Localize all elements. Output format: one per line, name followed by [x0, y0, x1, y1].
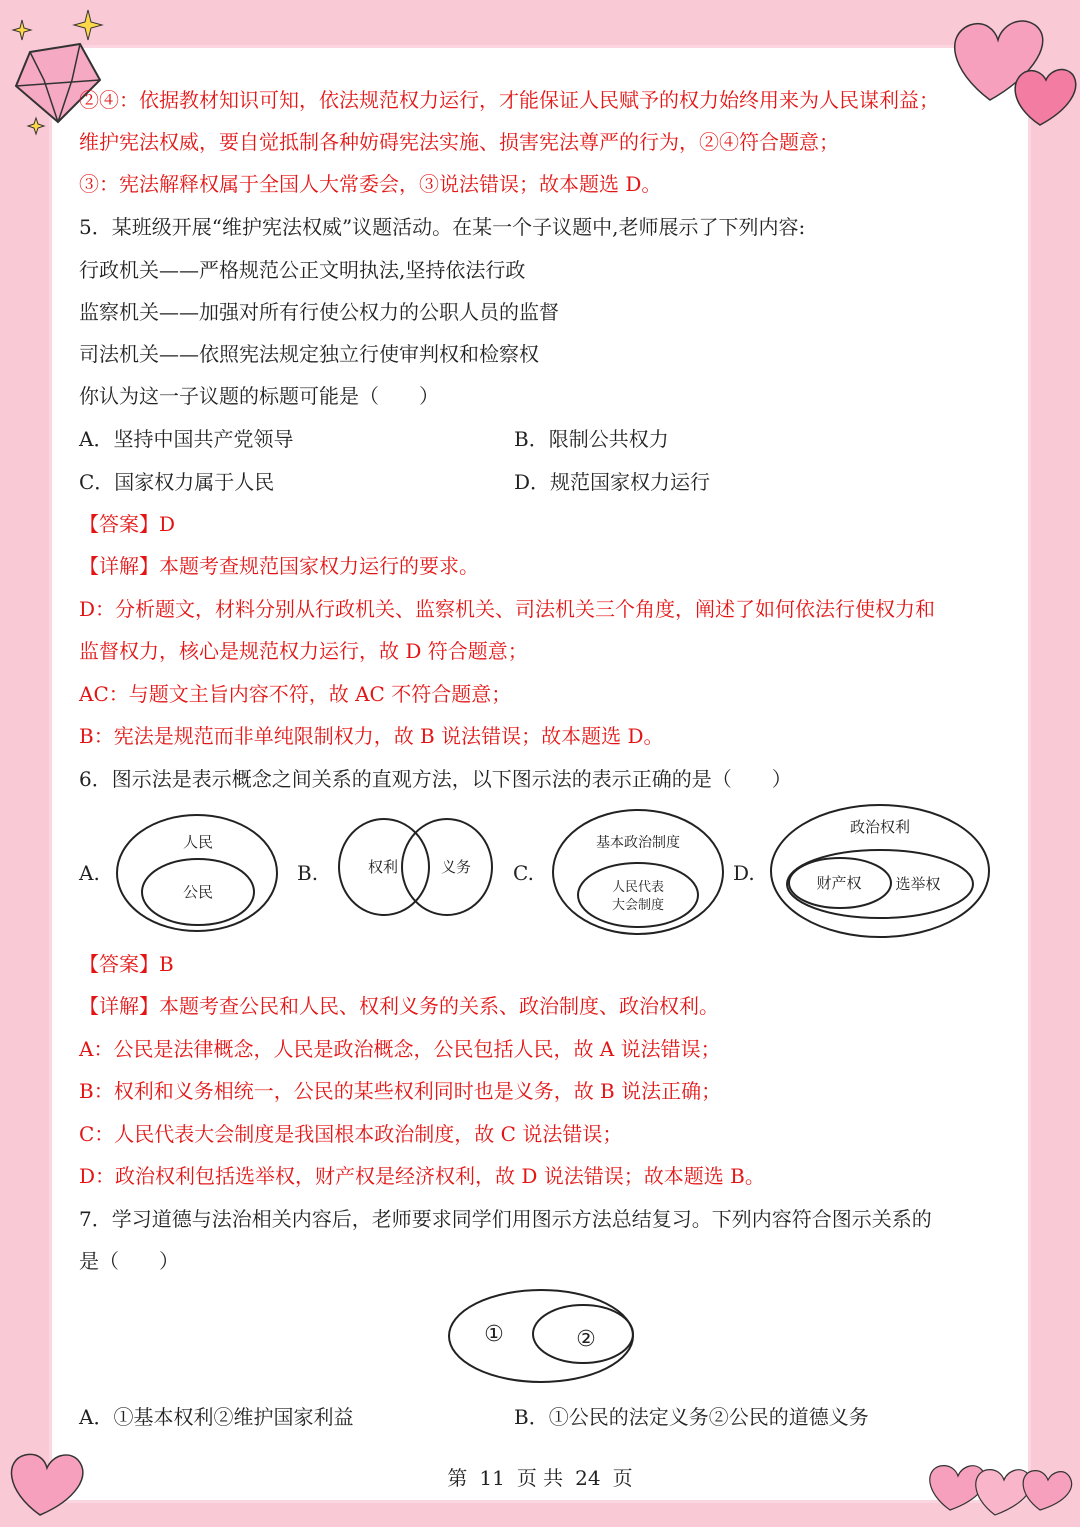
q6-label-d: D.	[733, 861, 755, 885]
page-footer	[0, 1462, 1080, 1491]
q7-stem: 是（ ）	[79, 1249, 179, 1273]
diagram-d-outer-label: 政治权利	[849, 818, 911, 836]
q5-material-item: 司法机关——依照宪法规定独立行使审判权和检察权	[79, 342, 539, 366]
q5-material-item: 行政机关——严格规范公正文明执法,坚持依法行政	[79, 258, 526, 282]
footer-page-number: 11	[479, 1466, 505, 1490]
q6-analysis-line: D：政治权利包括选举权，财产权是经济权利，故 D 说法错误；故本题选 B。	[79, 1164, 765, 1188]
q7-option-b: B．①公民的法定义务②公民的道德义务	[514, 1405, 869, 1429]
q4-analysis-line: 维护宪法权威，要自觉抵制各种妨碍宪法实施、损害宪法尊严的行为，②④符合题意；	[79, 130, 839, 154]
q6-label-b: B.	[297, 861, 319, 885]
q5-analysis-line: 监督权力，核心是规范权力运行，故 D 符合题意；	[79, 639, 528, 663]
footer-suffix: 页	[612, 1466, 633, 1490]
q4-analysis-line: ③：宪法解释权属于全国人大常委会，③说法错误；故本题选 D。	[79, 172, 662, 196]
q6-label-c: C.	[513, 861, 534, 885]
q6-analysis-line: B：权利和义务相统一，公民的某些权利同时也是义务，故 B 说法正确；	[79, 1079, 722, 1103]
q5-option-d: D．规范国家权力运行	[514, 470, 711, 494]
q5-option-c: C．国家权力属于人民	[79, 470, 275, 494]
footer-middle: 页 共	[516, 1466, 564, 1490]
q6-diagram-d	[767, 800, 993, 940]
q6-detail: 【详解】本题考查公民和人民、权利义务的关系、政治制度、政治权利。	[79, 994, 719, 1018]
diagram-d-inner-label: 财产权	[816, 874, 862, 892]
q5-option-b: B．限制公共权力	[514, 427, 669, 451]
q6-answer: 【答案】B	[79, 952, 174, 976]
hearts-top-right-icon	[940, 0, 1080, 140]
footer-total-pages: 24	[575, 1466, 601, 1490]
q6-analysis-line: A：公民是法律概念，人民是政治概念，公民包括人民，故 A 说法错误；	[79, 1037, 721, 1061]
q6-label-a: A.	[79, 861, 100, 885]
q5-material-item: 监察机关——加强对所有行使公权力的公职人员的监督	[79, 300, 559, 324]
q7-stem: 7．学习道德与法治相关内容后，老师要求同学们用图示方法总结复习。下列内容符合图示关系的	[79, 1207, 932, 1231]
q5-stem: 5．某班级开展“维护宪法权威”议题活动。在某一个子议题中,老师展示了下列内容:	[79, 215, 806, 239]
q5-answer: 【答案】D	[79, 512, 176, 536]
diagram-a-inner-label: 公民	[182, 883, 214, 901]
q5-option-a: A．坚持中国共产党领导	[79, 427, 294, 451]
diagram-d-middle-label: 选举权	[895, 875, 941, 893]
diagram-c-outer-label: 基本政治制度	[596, 835, 680, 851]
q4-analysis-line: ②④：依据教材知识可知，依法规范权力运行，才能保证人民赋予的权力始终用来为人民谋利益；	[79, 88, 939, 112]
q6-diagram-c	[548, 805, 728, 940]
q6-diagram-b	[334, 815, 499, 920]
q7-option-a: A．①基本权利②维护国家利益	[79, 1405, 354, 1429]
q5-detail: 【详解】本题考查规范国家权力运行的要求。	[79, 554, 479, 578]
q6-analysis-line: C：人民代表大会制度是我国根本政治制度，故 C 说法错误；	[79, 1122, 623, 1146]
diagram-c-inner-label: 人民代表	[611, 880, 665, 895]
q6-stem: 6．图示法是表示概念之间关系的直观方法，以下图示法的表示正确的是（ ）	[79, 767, 792, 791]
q7-diagram	[445, 1286, 640, 1386]
q5-analysis-line: B：宪法是规范而非单纯限制权力，故 B 说法错误；故本题选 D。	[79, 724, 664, 748]
diagram-b-left-label: 权利	[367, 858, 399, 876]
q7-diagram-outer-label: ①	[484, 1322, 504, 1347]
q5-question: 你认为这一子议题的标题可能是（ ）	[79, 384, 439, 408]
q5-analysis-line: D：分析题文，材料分别从行政机关、监察机关、司法机关三个角度，阐述了如何依法行使权力和	[79, 597, 936, 621]
q6-diagram-a	[112, 808, 282, 938]
diagram-b-right-label: 义务	[440, 858, 472, 876]
footer-prefix: 第	[447, 1466, 468, 1490]
diagram-a-outer-label: 人民	[182, 833, 214, 851]
q5-analysis-line: AC：与题文主旨内容不符，故 AC 不符合题意；	[79, 682, 512, 706]
diagram-c-inner-label: 大会制度	[611, 898, 665, 913]
q7-diagram-inner-label: ②	[576, 1327, 596, 1352]
